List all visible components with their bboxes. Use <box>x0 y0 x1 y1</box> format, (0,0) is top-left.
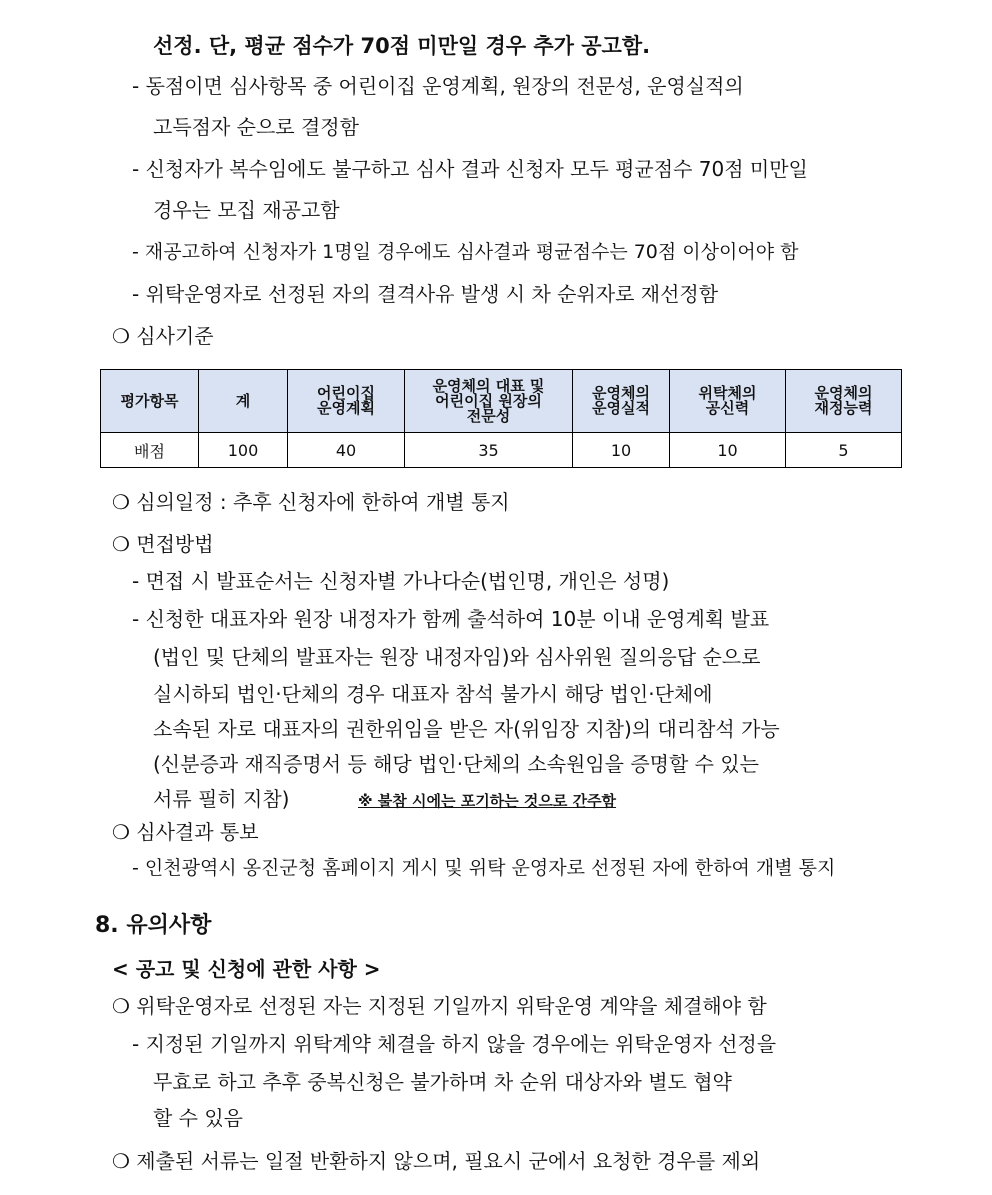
text-line: - 위탁운영자로 선정된 자의 결격사유 발생 시 차 순위자로 재선정함 <box>132 282 719 306</box>
text-line: - 재공고하여 신청자가 1명일 경우에도 심사결과 평균점수는 70점 이상이어야 함 <box>132 241 799 263</box>
table-cell: 100 <box>199 433 288 468</box>
table-header: 운영체의 대표 및 어린이집 원장의 전문성 <box>405 370 573 433</box>
table-cell: 35 <box>405 433 573 468</box>
text-line: - 동점이면 심사항목 중 어린이집 운영계획, 원장의 전문성, 운영실적의 <box>132 74 744 98</box>
section-bullet: ❍ 제출된 서류는 일절 반환하지 않으며, 필요시 군에서 요청한 경우를 제외 <box>112 1149 761 1173</box>
criteria-table <box>100 369 902 468</box>
table-cell: 10 <box>573 433 670 468</box>
table-header: 어린이집 운영계획 <box>288 370 405 433</box>
subsection-heading: < 공고 및 신청에 관한 사항 > <box>112 957 381 981</box>
table-header: 위탁체의 공신력 <box>670 370 786 433</box>
table-cell: 5 <box>786 433 902 468</box>
table-cell: 10 <box>670 433 786 468</box>
text-line: - 신청자가 복수임에도 불구하고 심사 결과 신청자 모두 평균점수 70점 미만일 <box>132 157 808 181</box>
text-line: (법인 및 단체의 발표자는 원장 내정자임)와 심사위원 질의응답 순으로 <box>153 645 761 669</box>
table-header-row <box>101 370 902 433</box>
table-cell: 40 <box>288 433 405 468</box>
table-cell: 배점 <box>101 433 199 468</box>
text-line: - 면접 시 발표순서는 신청자별 가나다순(법인명, 개인은 성명) <box>132 569 670 593</box>
text-line: 무효로 하고 추후 중복신청은 불가하며 차 순위 대상자와 별도 협약 <box>153 1070 732 1094</box>
section-bullet: ❍ 위탁운영자로 선정된 자는 지정된 기일까지 위탁운영 계약을 체결해야 함 <box>112 994 767 1018</box>
section-bullet: ❍ 심사기준 <box>112 324 214 348</box>
text-line: - 인천광역시 옹진군청 홈페이지 게시 및 위탁 운영자로 선정된 자에 한하여 개별 통지 <box>132 857 836 879</box>
text-line: - 지정된 기일까지 위탁계약 체결을 하지 않을 경우에는 위탁운영자 선정을 <box>132 1032 777 1056</box>
text-line: 서류 필히 지참) <box>153 787 290 811</box>
note-text: ※ 불참 시에는 포기하는 것으로 간주함 <box>358 792 617 810</box>
table-header: 운영체의 재정능력 <box>786 370 902 433</box>
table-header: 운영체의 운영실적 <box>573 370 670 433</box>
text-line: 실시하되 법인·단체의 경우 대표자 참석 불가시 해당 법인·단체에 <box>153 682 713 706</box>
section-bullet: ❍ 심의일정 : 추후 신청자에 한하여 개별 통지 <box>112 490 510 514</box>
table-header: 계 <box>199 370 288 433</box>
table-header: 평가항목 <box>101 370 199 433</box>
text-line: - 신청한 대표자와 원장 내정자가 함께 출석하여 10분 이내 운영계획 발표 <box>132 607 770 631</box>
section-heading: 8. 유의사항 <box>95 913 212 938</box>
text-line: 경우는 모집 재공고함 <box>153 198 340 222</box>
section-bullet: ❍ 심사결과 통보 <box>112 820 259 844</box>
section-bullet: ❍ 면접방법 <box>112 532 214 556</box>
text-line: 선정. 단, 평균 점수가 70점 미만일 경우 추가 공고함. <box>153 34 651 58</box>
text-line: 고득점자 순으로 결정함 <box>153 115 359 139</box>
table-row <box>101 433 902 468</box>
text-line: (신분증과 재직증명서 등 해당 법인·단체의 소속원임을 증명할 수 있는 <box>153 752 759 776</box>
text-line: 할 수 있음 <box>153 1106 243 1130</box>
text-line: 소속된 자로 대표자의 권한위임을 받은 자(위임장 지참)의 대리참석 가능 <box>153 717 780 741</box>
